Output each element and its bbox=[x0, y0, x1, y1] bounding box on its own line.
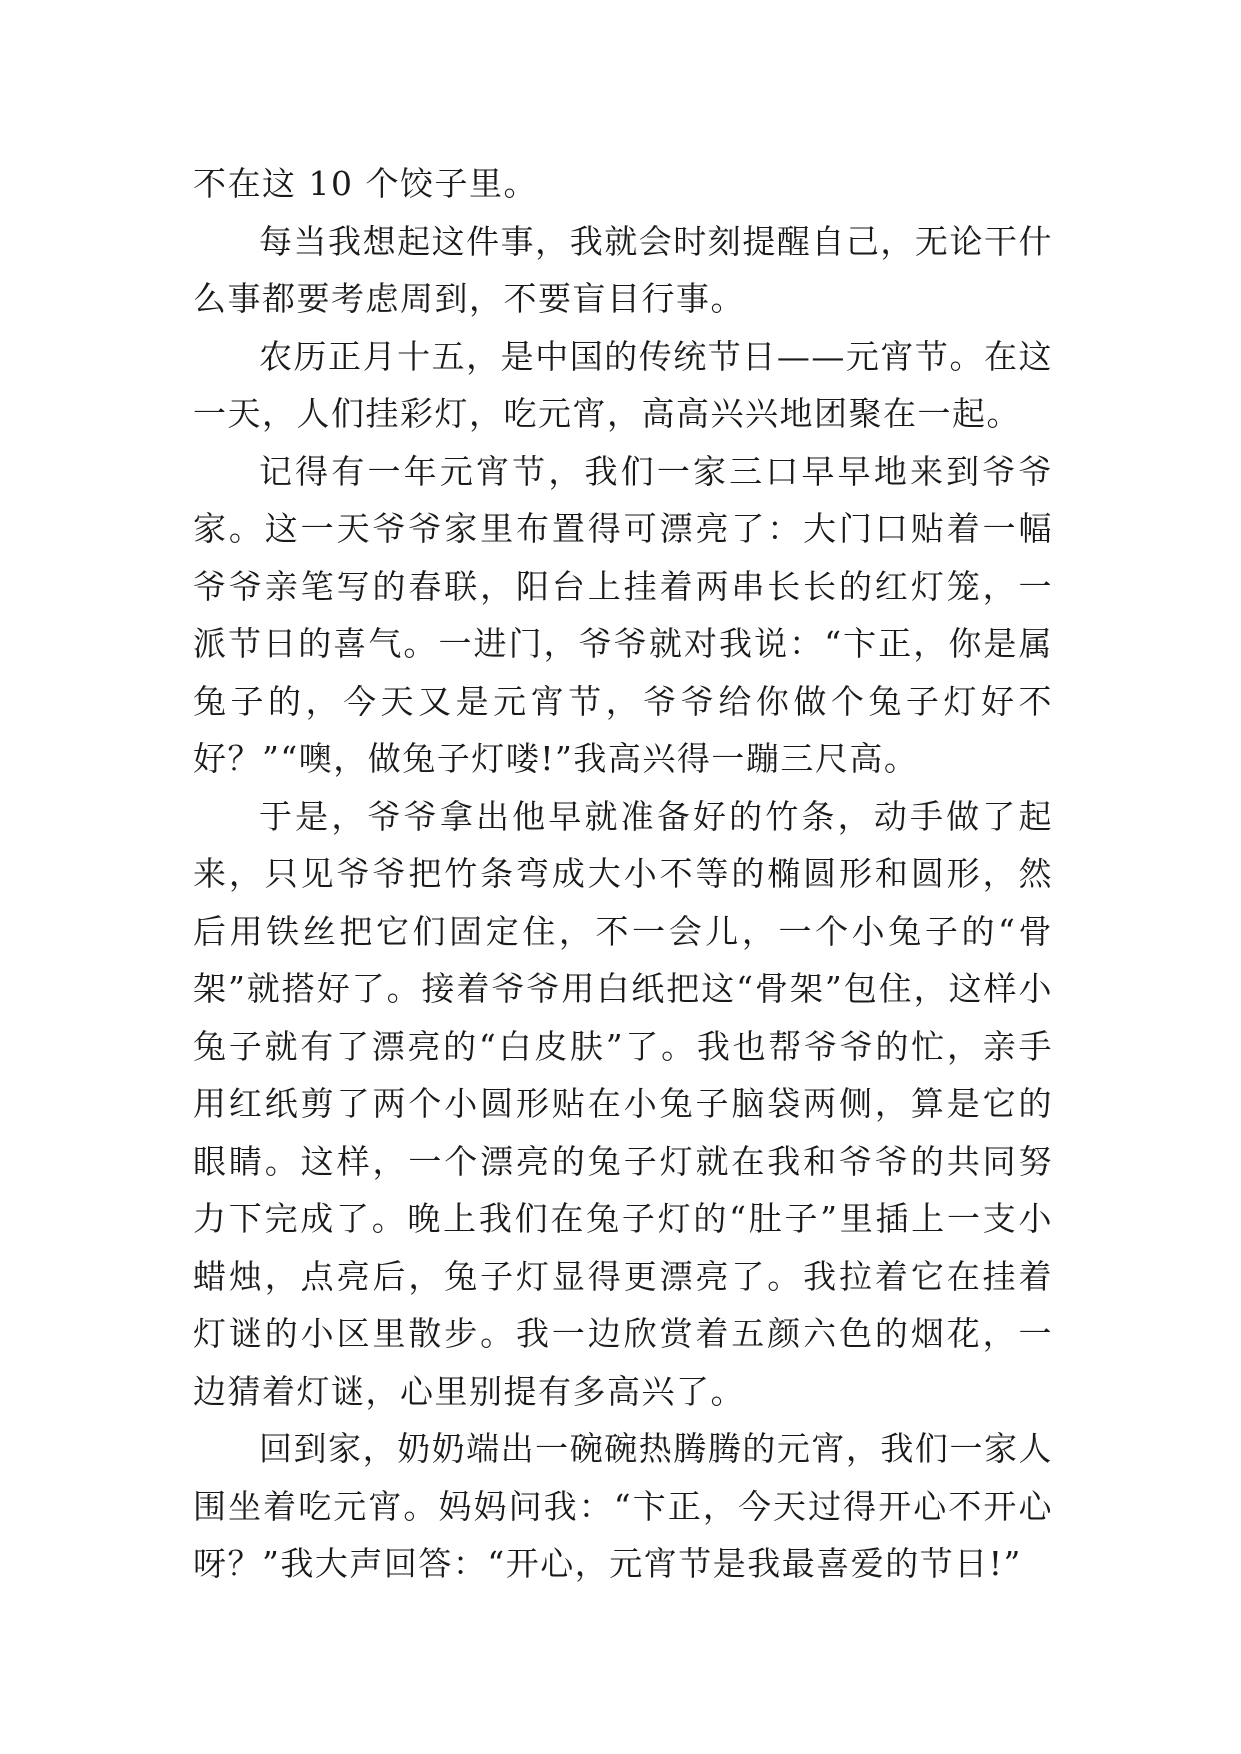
paragraph-rabbit-lantern: 于是，爷爷拿出他早就准备好的竹条，动手做了起来，只见爷爷把竹条弯成大小不等的椭圆形和圆形，然后用铁丝把它们固定住，不一会儿，一个小兔子的“骨架”就搭好了。接着爷爷用白纸把这“骨架”包住，这样小兔子就有了漂亮的“白皮肤”了。我也帮爷爷的忙，亲手用红纸剪了两个小圆形贴在小兔子脑袋两侧，算是它的眼睛。这样，一个漂亮的兔子灯就在我和爷爷的共同努力下完成了。晚上我们在兔子灯的“肚子”里插上一支小蜡烛，点亮后，兔子灯显得更漂亮了。我拉着它在挂着灯谜的小区里散步。我一边欣赏着五颜六色的烟花，一边猜着灯谜，心里别提有多高兴了。 bbox=[193, 796, 1053, 1411]
paragraph-reflection: 每当我想起这件事，我就会时刻提醒自己，无论干什么事都要考虑周到，不要盲目行事。 bbox=[193, 221, 1053, 318]
paragraph-lantern-festival-intro: 农历正月十五，是中国的传统节日——元宵节。在这一天，人们挂彩灯，吃元宵，高高兴兴地团聚在一起。 bbox=[193, 336, 1053, 433]
document-body bbox=[193, 155, 1053, 1593]
paragraph-yuanxiao-dinner: 回到家，奶奶端出一碗碗热腾腾的元宵，我们一家人围坐着吃元宵。妈妈问我：“卞正，今天过得开心不开心呀？”我大声回答：“开心，元宵节是我最喜爱的节日!” bbox=[193, 1429, 1053, 1583]
paragraph-grandpa-house: 记得有一年元宵节，我们一家三口早早地来到爷爷家。这一天爷爷家里布置得可漂亮了：大门口贴着一幅爷爷亲笔写的春联，阳台上挂着两串长长的红灯笼，一派节日的喜气。一进门，爷爷就对我说：“卞正，你是属兔子的，今天又是元宵节，爷爷给你做个兔子灯好不好？”“噢，做兔子灯喽!”我高兴得一蹦三尺高。 bbox=[193, 451, 1053, 778]
paragraph-continuation: 不在这 10 个饺子里。 bbox=[193, 164, 538, 203]
